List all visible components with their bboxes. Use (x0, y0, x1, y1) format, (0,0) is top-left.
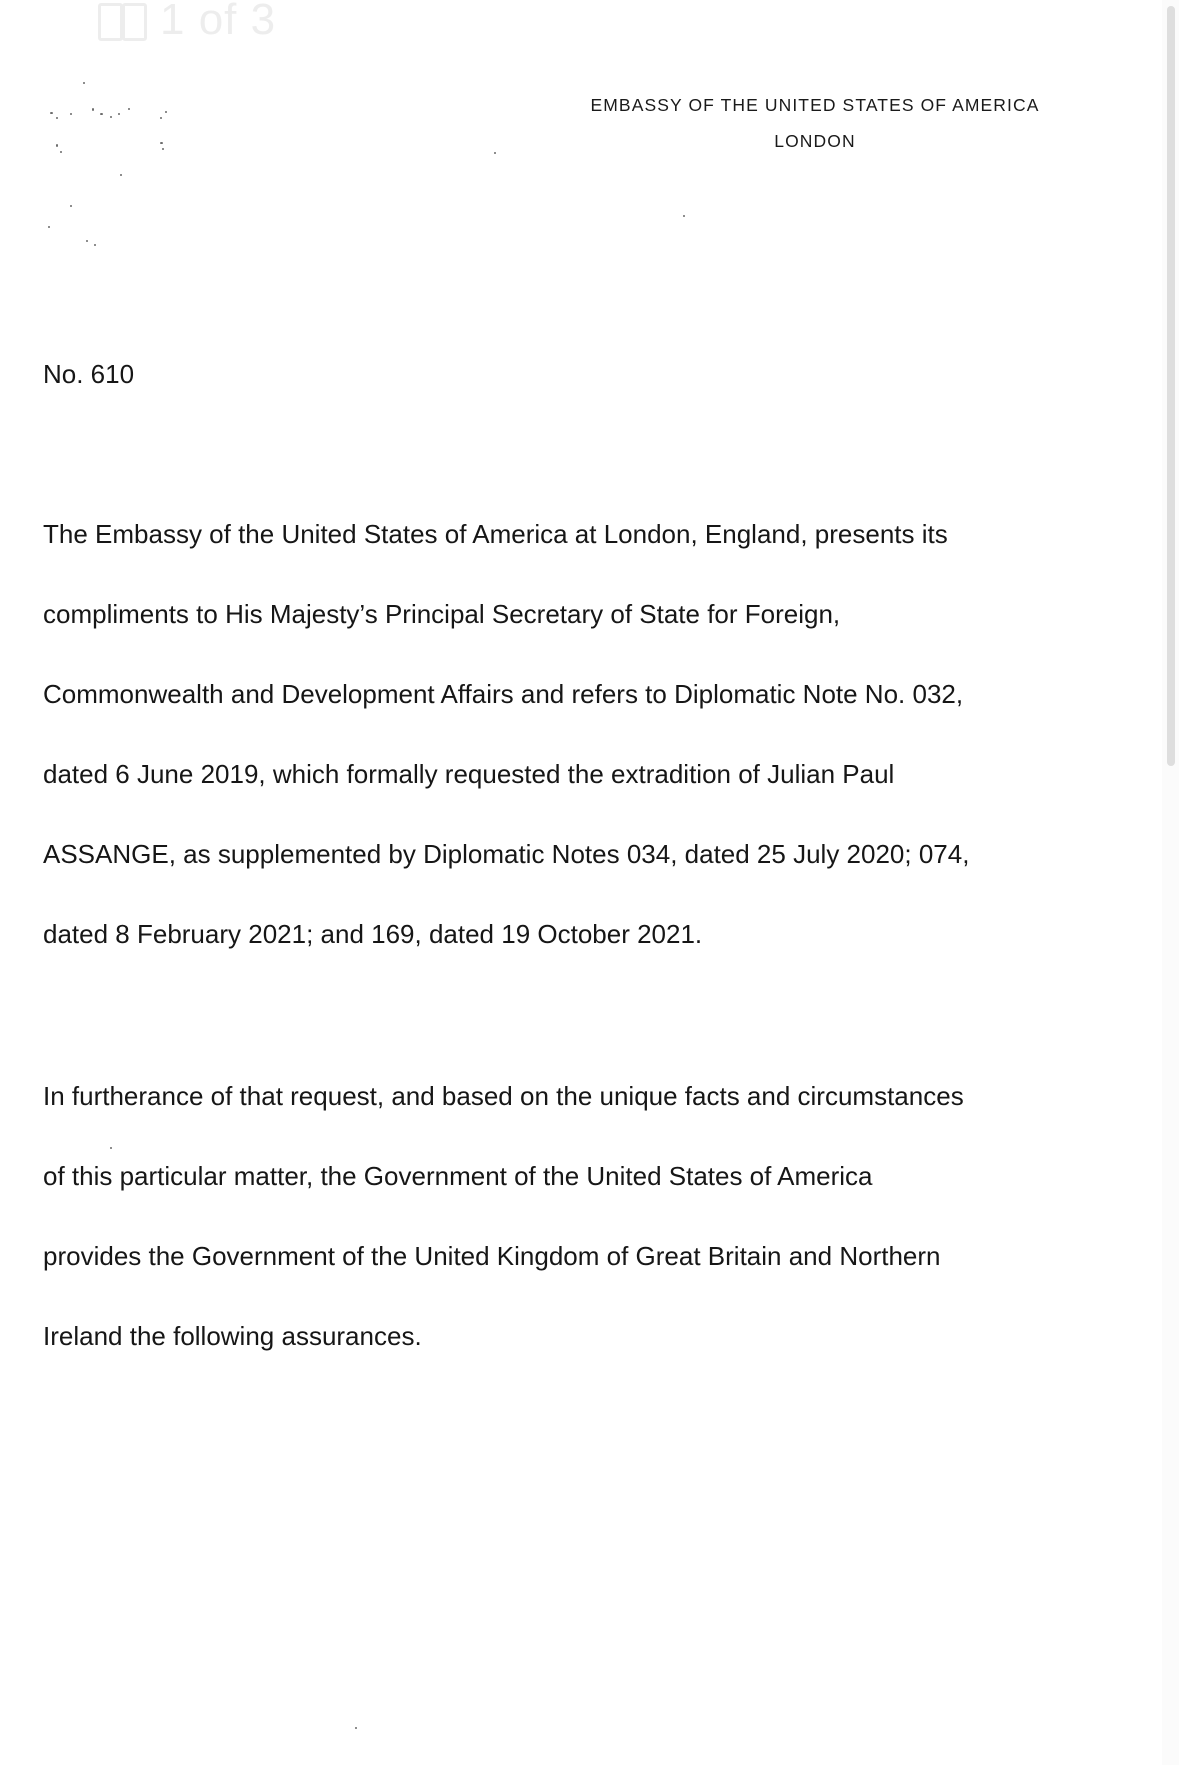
scrollbar-thumb[interactable] (1167, 6, 1175, 766)
paragraph-intro (43, 514, 1153, 994)
paragraph-line: dated 8 February 2021; and 169, dated 19 October 2021. (43, 919, 703, 949)
note-number: No. 610 (43, 359, 135, 389)
paragraph-line: compliments to His Majesty’s Principal Secretary of State for Foreign, (43, 599, 841, 629)
paragraph-line: ASSANGE, as supplemented by Diplomatic Notes 034, dated 25 July 2020; 074, (43, 839, 970, 869)
page-counter: 1 of 3 (160, 0, 277, 44)
paragraph-line: dated 6 June 2019, which formally requested the extradition of Julian Paul (43, 759, 895, 789)
paragraph-assurances (43, 1076, 1153, 1396)
paragraph-line: The Embassy of the United States of America at London, England, presents its (43, 519, 948, 549)
paragraph-line: Commonwealth and Development Affairs and refers to Diplomatic Note No. 032, (43, 679, 964, 709)
paragraph-line: Ireland the following assurances. (43, 1321, 422, 1351)
letterhead-embassy: EMBASSY OF THE UNITED STATES OF AMERICA (590, 95, 1040, 115)
paragraph-line: In furtherance of that request, and based on the unique facts and circumstances (43, 1081, 964, 1111)
pages-icon (98, 1, 146, 39)
paragraph-line: provides the Government of the United Kingdom of Great Britain and Northern (43, 1241, 941, 1271)
paragraph-line: of this particular matter, the Government of the United States of America (43, 1161, 873, 1191)
letterhead (540, 94, 1090, 152)
page-indicator (98, 0, 276, 42)
letterhead-city: LONDON (774, 131, 856, 151)
